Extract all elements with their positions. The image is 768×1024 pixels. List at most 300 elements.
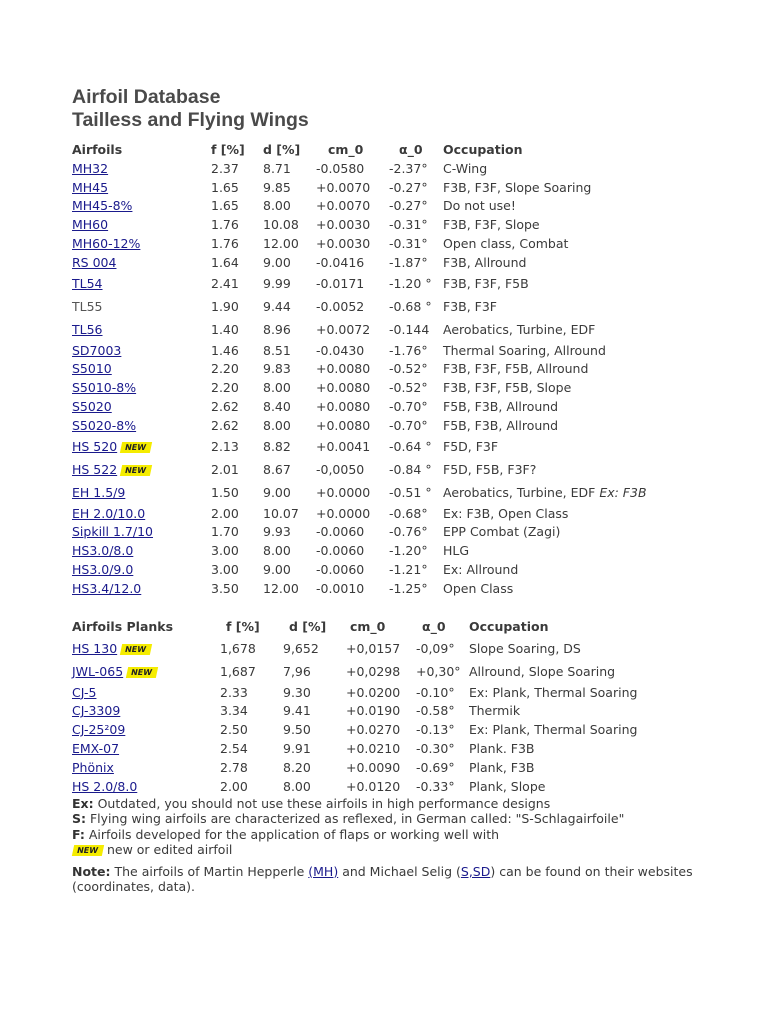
camber-value-cell [211, 360, 263, 379]
thickness-value: 9.41 [283, 703, 311, 719]
occupation-text-cell [443, 541, 683, 560]
camber-value-cell [211, 234, 263, 253]
moment-value: -0.0010 [316, 580, 365, 596]
camber-value-cell [218, 683, 281, 702]
moment-value: +0.0270 [346, 722, 401, 738]
camber-value: 2.20 [211, 361, 239, 377]
thickness-value-cell [263, 318, 314, 341]
zero-lift-angle-value-cell [385, 435, 443, 458]
table-row [72, 272, 683, 295]
zero-lift-angle-value: -0.70° [389, 399, 428, 415]
airfoil-link[interactable]: CJ-25²09 [72, 722, 126, 738]
airfoil-name-cell [72, 435, 211, 458]
airfoil-name-cell [72, 360, 211, 379]
airfoil-name-cell [72, 341, 211, 360]
col-header-cm0: cm_0 [350, 619, 386, 635]
moment-value-cell [314, 197, 385, 216]
zero-lift-angle-value-cell [385, 318, 443, 341]
zero-lift-angle-value-cell [414, 660, 469, 683]
table-row [72, 702, 689, 721]
thickness-value: 10.07 [263, 505, 299, 521]
occupation-text: F5D, F3F [443, 438, 499, 454]
thickness-value-cell [263, 341, 314, 360]
airfoil-name-cell [72, 272, 211, 295]
camber-value: 1.65 [211, 198, 239, 214]
zero-lift-angle-value-cell [414, 739, 469, 758]
moment-value-cell [344, 777, 414, 796]
zero-lift-angle-value-cell [385, 360, 443, 379]
zero-lift-angle-value: -2.37° [389, 160, 428, 176]
table-row [72, 777, 689, 796]
airfoil-name-cell [72, 579, 211, 598]
new-badge-icon: NEW [126, 667, 158, 678]
occupation-text: F3B, F3F, F5B [443, 275, 529, 291]
occupation-text-cell [443, 378, 683, 397]
thickness-value: 9.00 [263, 562, 291, 578]
zero-lift-angle-value: -0.51 ° [389, 484, 432, 500]
moment-value: +0,0298 [346, 663, 401, 679]
airfoil-name-cell [72, 777, 218, 796]
thickness-value: 9.30 [283, 684, 311, 700]
moment-value-cell [314, 318, 385, 341]
table-row [72, 739, 689, 758]
airfoil-name-cell [72, 416, 211, 435]
new-badge-icon: NEW [72, 845, 104, 856]
airfoil-name-cell [72, 481, 211, 504]
airfoil-link[interactable]: MH45 [72, 179, 109, 195]
occupation-text: F3B, F3F, F5B, Allround [443, 361, 589, 377]
col-header-f: f [%] [226, 619, 260, 635]
occupation-text-cell [443, 458, 683, 481]
zero-lift-angle-value: -0.84 ° [389, 461, 432, 477]
occupation-text-cell [443, 341, 683, 360]
moment-value-cell [344, 683, 414, 702]
airfoil-name-cell [72, 560, 211, 579]
airfoil-link[interactable]: MH60-12% [72, 236, 141, 252]
thickness-value: 9.99 [263, 275, 291, 291]
airfoil-link[interactable]: MH32 [72, 160, 109, 176]
airfoil-link[interactable]: HS 522 [72, 461, 118, 477]
thickness-value-cell [281, 683, 344, 702]
occupation-text-cell [469, 683, 689, 702]
moment-value-cell [344, 637, 414, 660]
thickness-value: 8.96 [263, 321, 291, 337]
moment-value-cell [314, 560, 385, 579]
camber-value: 2.50 [220, 722, 248, 738]
camber-value: 2.01 [211, 461, 239, 477]
note-s-text: Flying wing airfoils are characterized as reflexed, in German called: "S-Schlagairfoile" [86, 811, 625, 827]
camber-value: 2.33 [220, 684, 248, 700]
camber-value-cell [211, 318, 263, 341]
occupation-text-cell [469, 702, 689, 721]
table-row [72, 215, 683, 234]
occupation-text: F5B, F3B, Allround [443, 399, 559, 415]
camber-value-cell [211, 197, 263, 216]
airfoil-link[interactable]: JWL-065 [72, 663, 124, 679]
page-subtitle: Tailless and Flying Wings [72, 109, 309, 131]
camber-value: 3.00 [211, 543, 239, 559]
occupation-text: Ex: F3B, Open Class [443, 505, 569, 521]
occupation-text: F3B, F3F, Slope Soaring [443, 179, 592, 195]
occupation-text: Ex: Plank, Thermal Soaring [469, 722, 638, 738]
occupation-text: F3B, F3F [443, 298, 497, 314]
thickness-value: 8.51 [263, 342, 291, 358]
moment-value-cell [314, 178, 385, 197]
table-row [72, 397, 683, 416]
airfoil-name-cell [72, 159, 211, 178]
table-row [72, 660, 689, 683]
airfoil-name-cell [72, 660, 218, 683]
moment-value: +0.0200 [346, 684, 401, 700]
airfoil-link[interactable]: SD7003 [72, 342, 122, 358]
zero-lift-angle-value: -0.52° [389, 380, 428, 396]
camber-value-cell [211, 178, 263, 197]
zero-lift-angle-value-cell [385, 579, 443, 598]
note-f [72, 827, 712, 843]
airfoil-link[interactable]: S5010 [72, 361, 112, 377]
camber-value: 1.76 [211, 236, 239, 252]
airfoil-link[interactable]: HS3.0/9.0 [72, 562, 134, 578]
airfoil-link[interactable]: HS 2.0/8.0 [72, 778, 138, 794]
thickness-value: 12.00 [263, 580, 299, 596]
camber-value-cell [211, 541, 263, 560]
col-header-airfoils-planks: Airfoils Planks [72, 619, 174, 635]
airfoil-link[interactable]: CJ-3309 [72, 703, 121, 719]
thickness-value-cell [281, 758, 344, 777]
thickness-value-cell [263, 397, 314, 416]
table-row [72, 416, 683, 435]
moment-value: -0.0580 [316, 160, 365, 176]
new-badge-icon: NEW [120, 465, 152, 476]
s-sd-link[interactable]: S,SD [460, 863, 491, 879]
thickness-value: 8.00 [263, 417, 291, 433]
thickness-value: 8.00 [263, 380, 291, 396]
table-row [72, 481, 683, 504]
table-row [72, 683, 689, 702]
moment-value-cell [314, 397, 385, 416]
occupation-text-cell [443, 579, 683, 598]
camber-value-cell [211, 397, 263, 416]
moment-value: -0.0416 [316, 254, 365, 270]
table-row [72, 720, 689, 739]
moment-value-cell [314, 504, 385, 523]
thickness-value-cell [263, 541, 314, 560]
col-header-airfoils: Airfoils [72, 141, 123, 157]
mh-link[interactable]: (MH) [308, 863, 339, 879]
moment-value: +0.0070 [316, 198, 371, 214]
airfoil-link[interactable]: TL54 [72, 275, 103, 291]
moment-value-cell [314, 416, 385, 435]
zero-lift-angle-value: -1.25° [389, 580, 428, 596]
moment-value-cell [314, 378, 385, 397]
note-new [72, 842, 712, 858]
zero-lift-angle-value: -1.76° [389, 342, 428, 358]
zero-lift-angle-value-cell [385, 159, 443, 178]
moment-value: +0.0072 [316, 321, 371, 337]
occupation-text: F5B, F3B, Allround [443, 417, 559, 433]
airfoil-link[interactable]: HS 130 [72, 640, 118, 656]
moment-value: +0.0190 [346, 703, 401, 719]
camber-value: 1.40 [211, 321, 239, 337]
occupation-text-cell [443, 523, 683, 542]
moment-value-cell [344, 702, 414, 721]
moment-value-cell [314, 159, 385, 178]
occupation-text-cell [469, 720, 689, 739]
airfoil-link[interactable]: HS3.0/8.0 [72, 543, 134, 559]
moment-value-cell [314, 341, 385, 360]
thickness-value-cell [281, 777, 344, 796]
note-s-label: S: [72, 811, 87, 827]
thickness-value: 8.82 [263, 438, 291, 454]
airfoil-link[interactable]: EMX-07 [72, 741, 120, 757]
camber-value: 2.37 [211, 160, 239, 176]
camber-value: 2.00 [220, 778, 248, 794]
occupation-text: Plank. F3B [469, 741, 535, 757]
camber-value-cell [211, 159, 263, 178]
airfoil-name-cell [72, 683, 218, 702]
occupation-text-cell [443, 416, 683, 435]
occupation-text: C-Wing [443, 160, 488, 176]
note-text-3: ) can be found on their websites (coordinates, data). [72, 863, 693, 895]
airfoil-link[interactable]: S5020-8% [72, 417, 137, 433]
moment-value-cell [314, 295, 385, 318]
occupation-text: F3B, Allround [443, 254, 527, 270]
zero-lift-angle-value-cell [414, 637, 469, 660]
airfoil-name-cell [72, 295, 211, 318]
table-row [72, 560, 683, 579]
thickness-value-cell [281, 739, 344, 758]
col-header-cm0: cm_0 [328, 141, 364, 157]
camber-value: 2.13 [211, 438, 239, 454]
thickness-value-cell [263, 504, 314, 523]
zero-lift-angle-value: -0.10° [416, 684, 455, 700]
moment-value: +0.0210 [346, 741, 401, 757]
page-title: Airfoil Database [72, 86, 221, 108]
zero-lift-angle-value: -0,09° [416, 640, 455, 656]
thickness-value-cell [263, 295, 314, 318]
occupation-text-cell [443, 318, 683, 341]
table-row [72, 295, 683, 318]
thickness-value-cell [263, 481, 314, 504]
airfoil-link[interactable]: HS 520 [72, 438, 118, 454]
airfoil-name-cell [72, 234, 211, 253]
camber-value: 1.65 [211, 179, 239, 195]
camber-value-cell [218, 758, 281, 777]
moment-value: +0.0080 [316, 361, 371, 377]
col-header-alpha0: α_0 [399, 141, 423, 157]
thickness-value-cell [263, 178, 314, 197]
thickness-value: 7,96 [283, 663, 311, 679]
occupation-text-cell [469, 739, 689, 758]
table-row [72, 458, 683, 481]
note-ex-text: Outdated, you should not use these airfoils in high performance designs [93, 795, 551, 811]
thickness-value-cell [281, 637, 344, 660]
moment-value: -0.0060 [316, 562, 365, 578]
zero-lift-angle-value: -0.30° [416, 741, 455, 757]
zero-lift-angle-value-cell [385, 458, 443, 481]
note-text-1: The airfoils of Martin Hepperle [110, 863, 309, 879]
note-new-text: new or edited airfoil [102, 842, 233, 858]
zero-lift-angle-value-cell [385, 378, 443, 397]
occupation-text-cell [443, 481, 683, 504]
airfoil-link[interactable]: MH45-8% [72, 198, 133, 214]
moment-value-cell [314, 360, 385, 379]
zero-lift-angle-value-cell [385, 178, 443, 197]
zero-lift-angle-value: -0.69° [416, 759, 455, 775]
occupation-text-cell [443, 197, 683, 216]
airfoil-link[interactable]: MH60 [72, 217, 109, 233]
new-badge-icon: NEW [120, 442, 152, 453]
moment-value: +0.0120 [346, 778, 401, 794]
table-row [72, 637, 689, 660]
thickness-value-cell [263, 197, 314, 216]
note-f-label: F: [72, 826, 85, 842]
table-row [72, 435, 683, 458]
camber-value-cell [211, 378, 263, 397]
zero-lift-angle-value: -0.70° [389, 417, 428, 433]
occupation-text-cell [443, 560, 683, 579]
thickness-value-cell [263, 458, 314, 481]
camber-value-cell [218, 720, 281, 739]
zero-lift-angle-value: -1.20 ° [389, 275, 432, 291]
airfoil-link[interactable]: EH 1.5/9 [72, 484, 126, 500]
camber-value-cell [211, 579, 263, 598]
thickness-value: 9.83 [263, 361, 291, 377]
airfoil-link[interactable]: RS 004 [72, 254, 117, 270]
moment-value: +0,0157 [346, 640, 401, 656]
camber-value: 1,687 [220, 663, 256, 679]
occupation-text: Aerobatics, Turbine, EDF [443, 321, 596, 337]
camber-value-cell [211, 560, 263, 579]
occupation-text: HLG [443, 543, 470, 559]
occupation-text: Allround, Slope Soaring [469, 663, 616, 679]
moment-value-cell [314, 215, 385, 234]
occupation-text-cell [469, 660, 689, 683]
note-text-2: and Michael Selig ( [338, 863, 461, 879]
zero-lift-angle-value: -1.20° [389, 543, 428, 559]
table-row [72, 341, 683, 360]
thickness-value: 9.00 [263, 254, 291, 270]
airfoil-link[interactable]: EH 2.0/10.0 [72, 505, 146, 521]
zero-lift-angle-value: -1.21° [389, 562, 428, 578]
occupation-text: Thermik [469, 703, 521, 719]
moment-value: +0.0030 [316, 236, 371, 252]
camber-value: 1.70 [211, 524, 239, 540]
airfoil-link[interactable]: TL56 [72, 321, 103, 337]
airfoil-link[interactable]: Sipkill 1.7/10 [72, 524, 153, 540]
camber-value: 2.20 [211, 380, 239, 396]
thickness-value: 9.44 [263, 298, 291, 314]
camber-value-cell [218, 777, 281, 796]
thickness-value-cell [263, 272, 314, 295]
page-content [72, 86, 712, 895]
zero-lift-angle-value-cell [385, 341, 443, 360]
camber-value: 1.50 [211, 484, 239, 500]
thickness-value-cell [263, 215, 314, 234]
occupation-text: F5D, F5B, F3F? [443, 461, 537, 477]
thickness-value: 8.67 [263, 461, 291, 477]
legend-notes [72, 796, 712, 895]
zero-lift-angle-value-cell [414, 683, 469, 702]
thickness-value-cell [263, 253, 314, 272]
occupation-text: Ex: Allround [443, 562, 519, 578]
moment-value: +0.0030 [316, 217, 371, 233]
zero-lift-angle-value-cell [385, 234, 443, 253]
occupation-text-cell [443, 360, 683, 379]
zero-lift-angle-value: -0.68 ° [389, 298, 432, 314]
airfoil-link[interactable]: S5010-8% [72, 380, 137, 396]
airfoil-link[interactable]: HS3.4/12.0 [72, 580, 142, 596]
note-websites [72, 864, 712, 895]
table-row [72, 523, 683, 542]
moment-value: +0.0080 [316, 417, 371, 433]
occupation-text: Aerobatics, Turbine, EDF [443, 484, 596, 500]
thickness-value: 8.00 [263, 543, 291, 559]
zero-lift-angle-value-cell [385, 541, 443, 560]
camber-value-cell [211, 215, 263, 234]
occupation-text: Plank, F3B [469, 759, 535, 775]
airfoil-link: TL55 [72, 298, 103, 314]
thickness-value: 8.00 [263, 198, 291, 214]
occupation-text-cell [443, 504, 683, 523]
zero-lift-angle-value: -0.33° [416, 778, 455, 794]
camber-value-cell [211, 481, 263, 504]
zero-lift-angle-value: -0.52° [389, 361, 428, 377]
table-row [72, 758, 689, 777]
zero-lift-angle-value: -0.76° [389, 524, 428, 540]
note-s [72, 811, 712, 827]
occupation-text: EPP Combat (Zagi) [443, 524, 561, 540]
airfoil-name-cell [72, 739, 218, 758]
thickness-value: 9.93 [263, 524, 291, 540]
occupation-text-cell [443, 178, 683, 197]
thickness-value-cell [263, 435, 314, 458]
col-header-d: d [%] [263, 141, 301, 157]
airfoil-name-cell [72, 397, 211, 416]
zero-lift-angle-value-cell [385, 215, 443, 234]
note-ex [72, 796, 712, 812]
airfoil-link[interactable]: Phönix [72, 759, 114, 775]
airfoil-name-cell [72, 197, 211, 216]
occupation-text: Plank, Slope [469, 778, 546, 794]
col-header-f: f [%] [211, 141, 245, 157]
camber-value-cell [211, 504, 263, 523]
camber-value-cell [211, 523, 263, 542]
occupation-text: F3B, F3F, F5B, Slope [443, 380, 572, 396]
zero-lift-angle-value: -1.87° [389, 254, 428, 270]
thickness-value: 8.71 [263, 160, 291, 176]
thickness-value-cell [263, 579, 314, 598]
occupation-text: Do not use! [443, 198, 516, 214]
camber-value-cell [211, 295, 263, 318]
moment-value-cell [314, 234, 385, 253]
thickness-value: 9,652 [283, 640, 319, 656]
airfoil-name-cell [72, 720, 218, 739]
table-row [72, 360, 683, 379]
airfoil-link[interactable]: S5020 [72, 399, 112, 415]
table-row [72, 159, 683, 178]
thickness-value-cell [263, 378, 314, 397]
airfoil-link[interactable]: CJ-5 [72, 684, 97, 700]
moment-value: +0.0000 [316, 484, 371, 500]
occupation-text-cell [469, 777, 689, 796]
occupation-text-cell [443, 435, 683, 458]
moment-value-cell [344, 739, 414, 758]
thickness-value-cell [281, 702, 344, 721]
moment-value-cell [344, 758, 414, 777]
occupation-extra-text: Ex: F3B [599, 484, 647, 500]
thickness-value-cell [263, 523, 314, 542]
